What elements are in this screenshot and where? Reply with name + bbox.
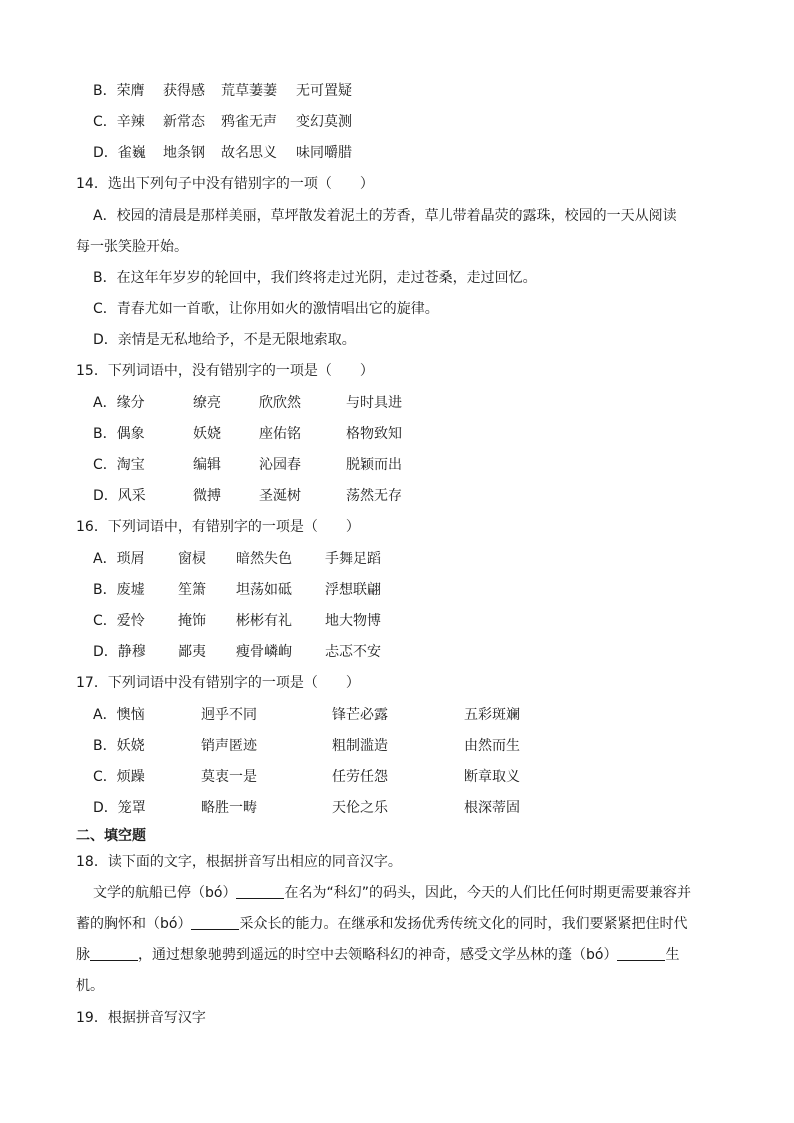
answer-blank[interactable] bbox=[90, 946, 138, 961]
option-word: 瘦骨嶙峋 bbox=[236, 644, 292, 660]
q18-paragraph-line2 bbox=[76, 914, 687, 934]
option-label: B．妖娆 bbox=[93, 738, 145, 754]
option-word: 忐忑不安 bbox=[325, 644, 381, 660]
option-label: C．爱怜 bbox=[93, 613, 145, 629]
option-word: 地条钢 bbox=[163, 145, 205, 161]
option-word: 天伦之乐 bbox=[332, 800, 388, 816]
option-word: 彬彬有礼 bbox=[236, 613, 292, 629]
option-label: C．辛辣 bbox=[93, 114, 145, 130]
option-word: 鄙夷 bbox=[178, 644, 206, 660]
option-word: 五彩斑斓 bbox=[464, 707, 520, 723]
q18-paragraph-line1 bbox=[93, 883, 691, 903]
q16-stem: 16．下列词语中，有错别字的一项是（ ） bbox=[76, 519, 360, 535]
option-word: 新常态 bbox=[163, 114, 205, 130]
option-label: D．静穆 bbox=[93, 644, 146, 660]
q19-stem: 19．根据拼音写汉字 bbox=[76, 1010, 206, 1026]
option-word: 脱颖而出 bbox=[346, 457, 402, 473]
option-word: 荒草萋萋 bbox=[221, 83, 277, 99]
option-label: B．废墟 bbox=[93, 582, 145, 598]
option-label: A．琐屑 bbox=[93, 551, 145, 567]
option-word: 味同嚼腊 bbox=[296, 145, 352, 161]
q18-text: 文学的航船已停（bó） bbox=[93, 885, 237, 901]
option-word: 编辑 bbox=[193, 457, 221, 473]
q14-stem: 14．选出下列句子中没有错别字的一项（ ） bbox=[76, 176, 374, 192]
q18-text: 在名为“科幻”的码头，因此，今天的人们比任何时期更需要兼容并 bbox=[284, 885, 691, 901]
q14-option-a-line1: A．校园的清晨是那样美丽，草坪散发着泥土的芳香，草儿带着晶荧的露珠，校园的一天从阅读 bbox=[93, 208, 677, 224]
option-word: 缭亮 bbox=[193, 395, 221, 411]
q18-paragraph-line3 bbox=[76, 945, 679, 965]
answer-blank[interactable] bbox=[617, 946, 665, 961]
option-word: 根深蒂固 bbox=[464, 800, 520, 816]
option-word: 故名思义 bbox=[221, 145, 277, 161]
option-word: 掩饰 bbox=[178, 613, 206, 629]
option-word: 座佑铭 bbox=[259, 426, 301, 442]
option-word: 欣欣然 bbox=[259, 395, 301, 411]
q18-paragraph-line4: 机。 bbox=[76, 978, 104, 994]
option-word: 地大物博 bbox=[325, 613, 381, 629]
answer-blank[interactable] bbox=[191, 915, 239, 930]
option-word: 无可置疑 bbox=[296, 83, 352, 99]
option-word: 由然而生 bbox=[464, 738, 520, 754]
option-label: D．风采 bbox=[93, 488, 146, 504]
option-label: A．缘分 bbox=[93, 395, 145, 411]
option-word: 获得感 bbox=[163, 83, 205, 99]
option-word: 坦荡如砥 bbox=[236, 582, 292, 598]
option-word: 迥乎不同 bbox=[201, 707, 257, 723]
option-word: 笙箫 bbox=[178, 582, 206, 598]
option-word: 莫衷一是 bbox=[201, 769, 257, 785]
option-word: 手舞足蹈 bbox=[325, 551, 381, 567]
option-label: B．荣膺 bbox=[93, 83, 145, 99]
option-word: 粗制滥造 bbox=[332, 738, 388, 754]
option-word: 任劳任怨 bbox=[332, 769, 388, 785]
option-label: C．烦躁 bbox=[93, 769, 145, 785]
option-label: A．懊恼 bbox=[93, 707, 145, 723]
option-word: 微搏 bbox=[193, 488, 221, 504]
q18-text: 采众长的能力。在继承和发扬优秀传统文化的同时，我们要紧紧把住时代 bbox=[239, 916, 688, 932]
q17-stem: 17．下列词语中没有错别字的一项是（ ） bbox=[76, 675, 360, 691]
q18-text: 生 bbox=[665, 947, 680, 963]
option-word: 窗棂 bbox=[178, 551, 206, 567]
q18-text: 蓄的胸怀和（bó） bbox=[76, 916, 192, 932]
option-word: 圣涎树 bbox=[259, 488, 301, 504]
q14-option-a-line2: 每一张笑脸开始。 bbox=[76, 239, 188, 255]
option-label: D．雀巍 bbox=[93, 145, 146, 161]
section-heading-fill-in: 二、填空题 bbox=[76, 828, 146, 844]
option-label: D．笼罩 bbox=[93, 800, 146, 816]
option-label: B．偶象 bbox=[93, 426, 145, 442]
option-word: 浮想联翩 bbox=[325, 582, 381, 598]
option-word: 销声匿迹 bbox=[201, 738, 257, 754]
q14-option-b: B．在这年年岁岁的轮回中，我们终将走过光阴，走过苍桑，走过回忆。 bbox=[93, 270, 537, 286]
option-word: 暗然失色 bbox=[236, 551, 292, 567]
option-word: 变幻莫测 bbox=[296, 114, 352, 130]
option-word: 荡然无存 bbox=[346, 488, 402, 504]
option-word: 锋芒必露 bbox=[332, 707, 388, 723]
option-word: 格物致知 bbox=[346, 426, 402, 442]
option-word: 略胜一畴 bbox=[201, 800, 257, 816]
option-word: 与时具进 bbox=[346, 395, 402, 411]
answer-blank[interactable] bbox=[236, 884, 284, 899]
q14-option-c: C．青春尤如一首歌，让你用如火的激情唱出它的旋律。 bbox=[93, 301, 439, 317]
q15-stem: 15．下列词语中，没有错别字的一项是（ ） bbox=[76, 363, 374, 379]
q18-stem: 18．读下面的文字，根据拼音写出相应的同音汉字。 bbox=[76, 854, 402, 870]
q18-text: ，通过想象驰骋到遥远的时空中去领略科幻的神奇，感受文学丛林的蓬（bó） bbox=[138, 947, 618, 963]
option-word: 妖娆 bbox=[193, 426, 221, 442]
option-word: 鸦雀无声 bbox=[221, 114, 277, 130]
option-word: 断章取义 bbox=[464, 769, 520, 785]
option-label: C．淘宝 bbox=[93, 457, 145, 473]
q18-text: 脉 bbox=[76, 947, 90, 963]
q14-option-d: D．亲情是无私地给予，不是无限地索取。 bbox=[93, 332, 356, 348]
option-word: 沁园春 bbox=[259, 457, 301, 473]
